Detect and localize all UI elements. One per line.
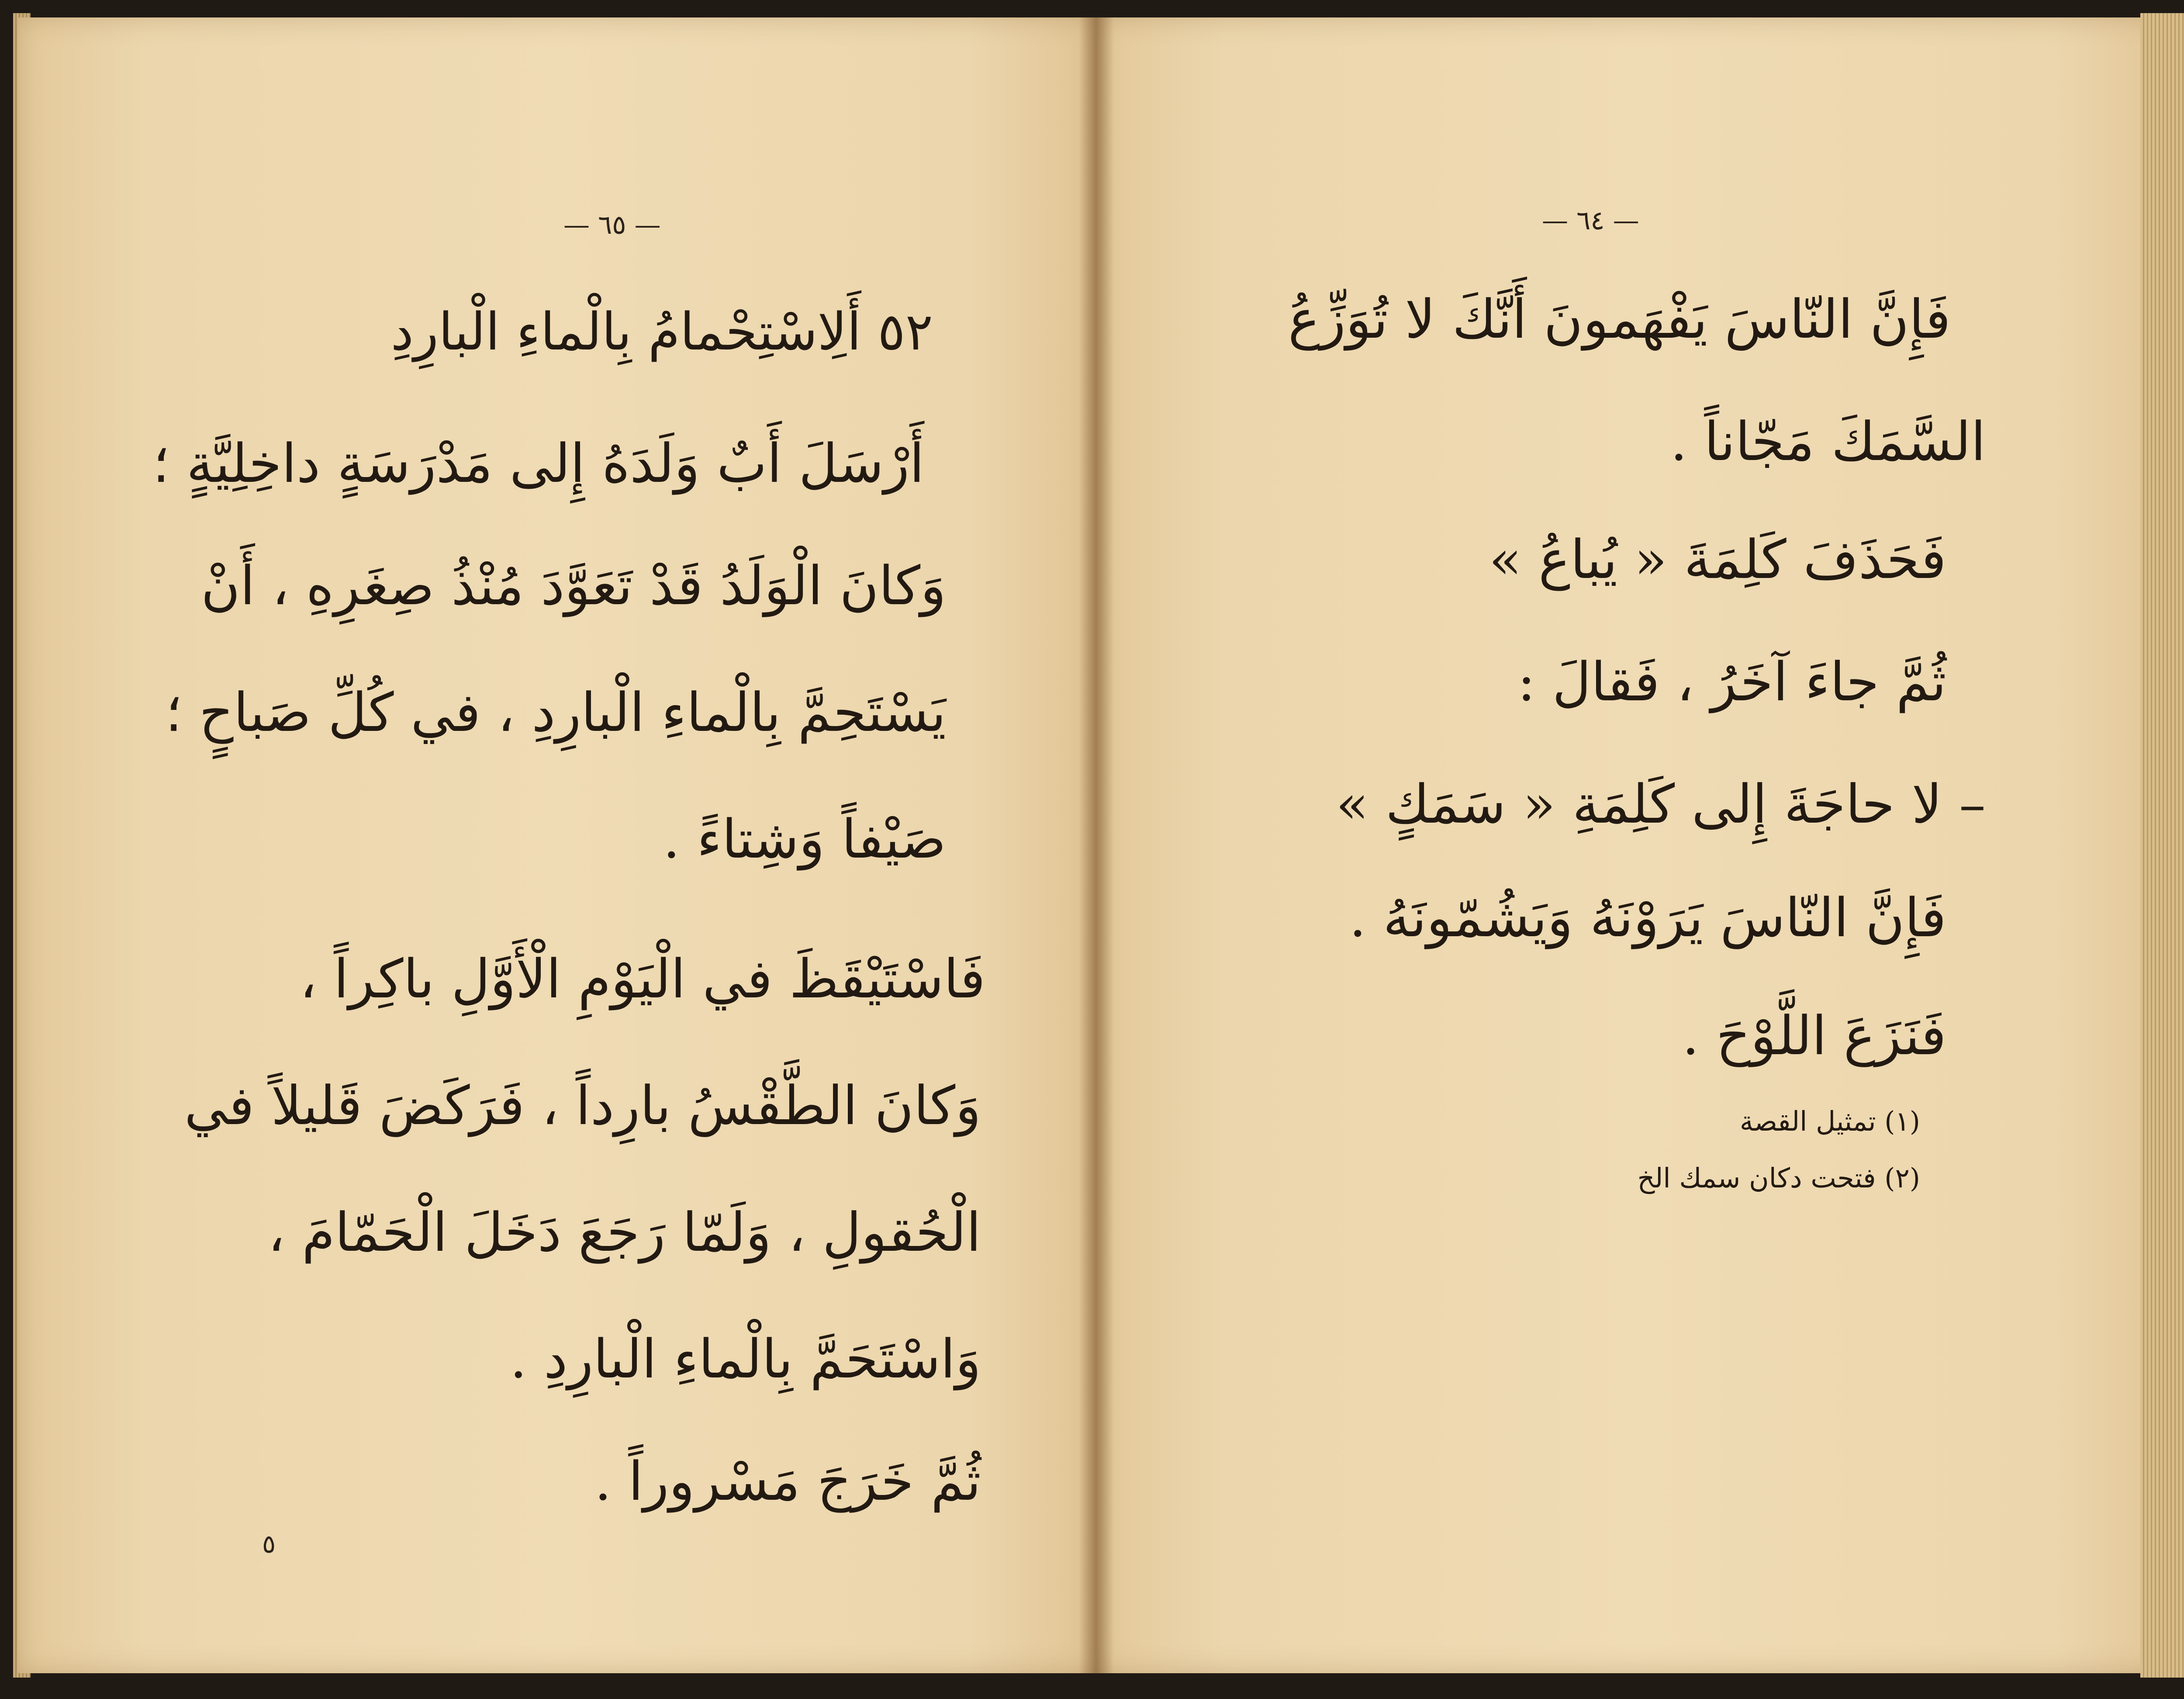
page-number-right: — ٦٤ — (1542, 205, 1639, 236)
signature-mark: ٥ (262, 1529, 276, 1559)
book-gutter (1079, 17, 1114, 1673)
footnote: (١) تمثيل القصة (1739, 1105, 1920, 1137)
right-page-edges (2140, 13, 2184, 1678)
text-line: وَاسْتَحَمَّ بِالْماءِ الْبارِدِ . (510, 1328, 981, 1390)
text-line: ثُمَّ جاءَ آخَرُ ، فَقالَ : (1517, 651, 1946, 713)
text-line: يَسْتَحِمَّ بِالْماءِ الْبارِدِ ، في كُلِّ صَباحٍ ؛ (165, 682, 946, 744)
text-line: فَنَزَعَ اللَّوْحَ . (1682, 1005, 1946, 1067)
text-line: فَإِنَّ النّاسَ يَرَوْنَهُ وَيَشُمّونَهُ . (1349, 887, 1946, 949)
text-line: صَيْفاً وَشِتاءً . (663, 808, 946, 870)
text-line: – لا حاجَةَ إِلى كَلِمَةِ « سَمَكٍ » (1336, 773, 1986, 835)
text-line: فَإِنَّ النّاسَ يَفْهَمونَ أَنَّكَ لا تُوَزِّعُ (1288, 288, 1951, 350)
footnote: (٢) فتحت دكان سمك الخ (1637, 1162, 1920, 1194)
page-title: ٥٢ أَلِاسْتِحْمامُ بِالْماءِ الْبارِدِ (390, 301, 933, 362)
text-line: أَرْسَلَ أَبٌ وَلَدَهُ إِلى مَدْرَسَةٍ داخِلِيَّةٍ ؛ (152, 433, 924, 495)
text-line: الْحُقولِ ، وَلَمّا رَجَعَ دَخَلَ الْحَمّامَ ، (268, 1201, 981, 1263)
page-number-left: — ٦٥ — (563, 210, 661, 240)
right-page (1096, 17, 2184, 1673)
text-line: وَكانَ الْوَلَدُ قَدْ تَعَوَّدَ مُنْذُ صِغَرِهِ ، أَنْ (201, 555, 946, 617)
text-line: فَحَذَفَ كَلِمَةَ « يُباعُ » (1489, 529, 1946, 591)
text-line: ثُمَّ خَرَجَ مَسْروراً . (594, 1450, 981, 1512)
text-line: وَكانَ الطَّقْسُ بارِداً ، فَرَكَضَ قَليلاً في (184, 1075, 981, 1137)
text-line: فَاسْتَيْقَظَ في الْيَوْمِ الْأَوَّلِ باكِراً ، (299, 948, 985, 1010)
text-line: السَّمَكَ مَجّاناً . (1670, 411, 1986, 473)
